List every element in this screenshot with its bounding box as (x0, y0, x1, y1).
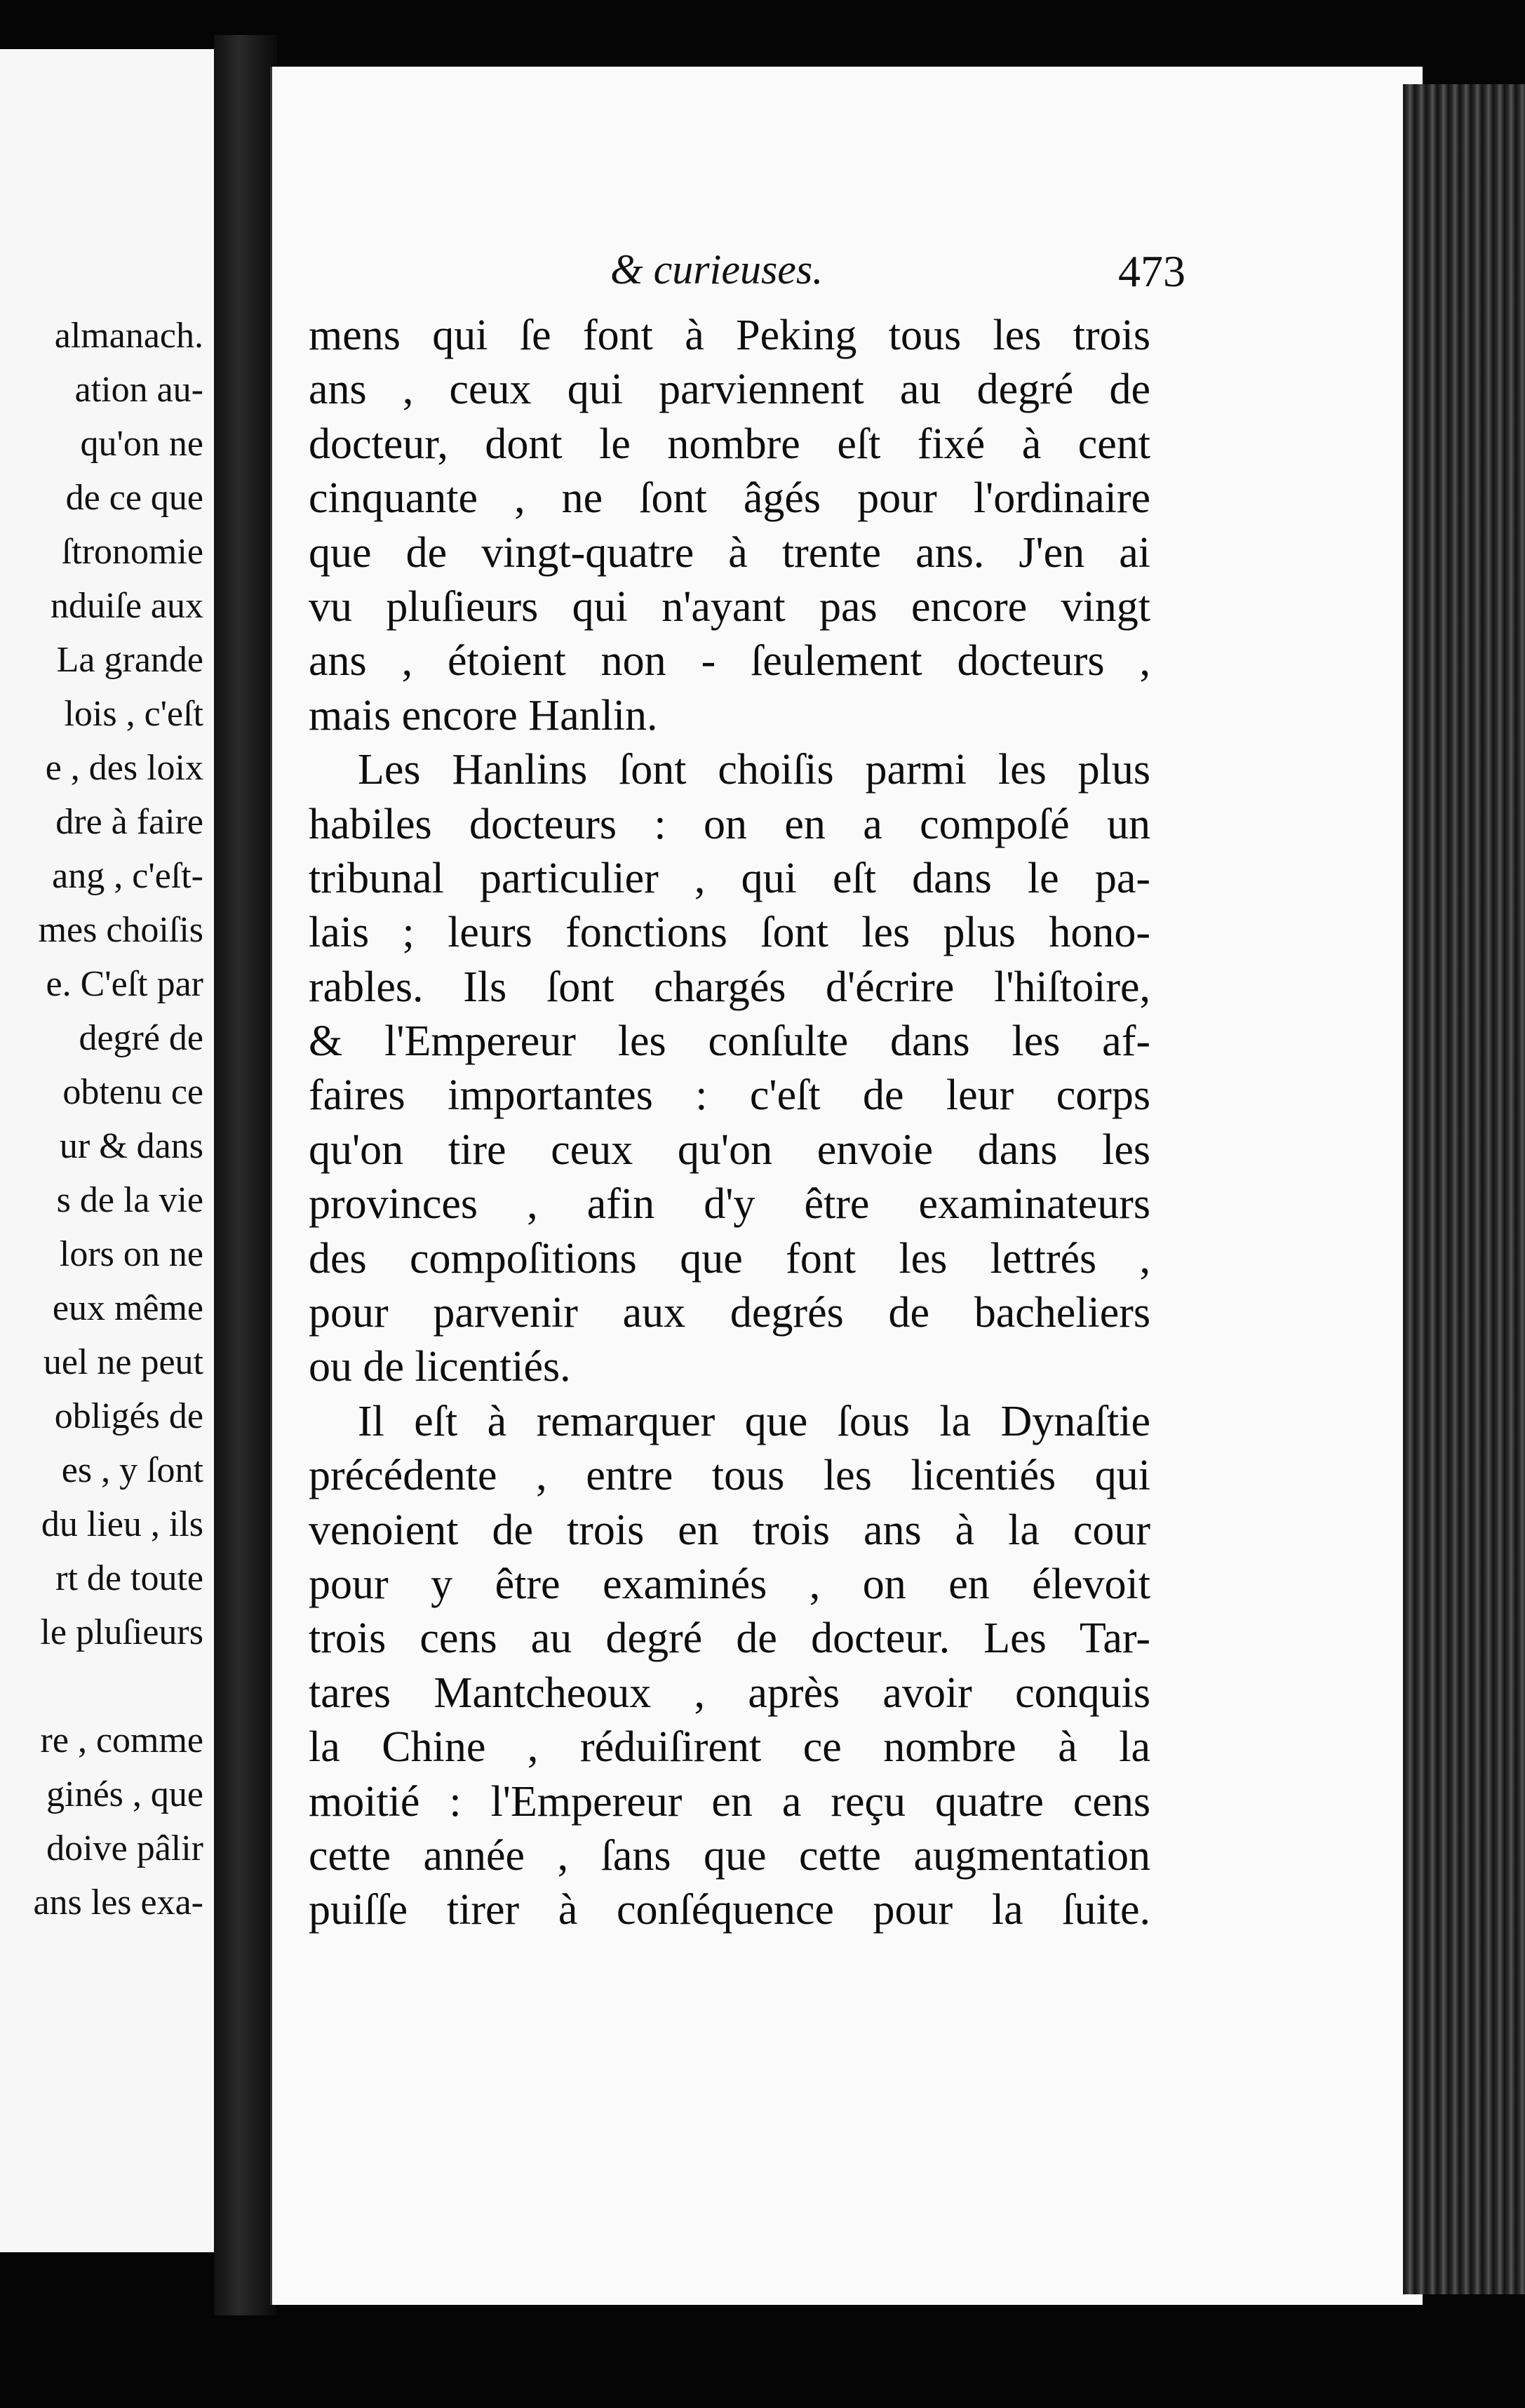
text-line: la Chine , réduiſirent ce nombre à la (309, 1723, 1150, 1772)
text-line: pour y être examinés , on en élevoit (309, 1560, 1150, 1608)
left-page-line: re , comme (40, 1720, 203, 1760)
text-line: habiles docteurs : on en a compoſé un (309, 800, 1150, 848)
left-page-line (0, 1659, 203, 1713)
left-page-line: ans les exa- (33, 1882, 203, 1922)
left-page-line: La grande (56, 640, 203, 680)
text-line: qu'on tire ceux qu'on envoie dans les (309, 1125, 1150, 1174)
text-line: venoient de trois en trois ans à la cour (309, 1506, 1150, 1554)
text-line: faires importantes : c'eſt de leur corps (309, 1071, 1150, 1120)
left-page-line: lois , c'eſt (64, 694, 203, 734)
text-line: des compoſitions que font les lettrés , (309, 1234, 1150, 1283)
left-page-line: uel ne peut (43, 1342, 203, 1382)
left-page-line: du lieu , ils (41, 1504, 203, 1544)
left-facing-page (0, 49, 218, 2252)
left-page-line: e , des loix (45, 748, 203, 788)
body-text (309, 309, 1150, 1938)
text-line: trois cens au degré de docteur. Les Tar- (309, 1614, 1150, 1663)
text-line: Les Hanlins ſont choiſis parmi les plus (358, 746, 1150, 794)
text-line: tares Mantcheoux , après avoir conquis (309, 1668, 1150, 1717)
text-line: lais ; leurs fonctions ſont les plus hono- (309, 909, 1150, 957)
left-page-line: de ce que (65, 478, 203, 518)
left-page-line: le pluſieurs (40, 1612, 203, 1652)
left-page-line: eux même (52, 1288, 203, 1328)
left-page-line: obligés de (54, 1396, 203, 1436)
left-page-line: degré de (79, 1018, 203, 1058)
text-line: mais encore Hanlin. (309, 691, 658, 740)
left-page-line: s de la vie (56, 1180, 203, 1220)
text-line: que de vingt-quatre à trente ans. J'en ai (309, 528, 1150, 577)
left-page-line: lors on ne (59, 1234, 203, 1274)
running-head-title: & curieuses. (610, 246, 824, 293)
left-page-line: doive pâlir (46, 1828, 203, 1868)
running-head (610, 246, 1185, 309)
book-gutter (214, 35, 277, 2315)
page-edges (1403, 84, 1525, 2294)
text-line: moitié : l'Empereur en a reçu quatre cens (309, 1777, 1150, 1826)
left-page-line: ation au- (74, 370, 203, 410)
text-line: vu pluſieurs qui n'ayant pas encore vingt (309, 582, 1150, 631)
text-line: précédente , entre tous les licentiés qui (309, 1452, 1150, 1500)
left-page-line: qu'on ne (80, 424, 203, 464)
text-line: pour parvenir aux degrés de bacheliers (309, 1289, 1150, 1337)
text-line: tribunal particulier , qui eſt dans le pa- (309, 854, 1150, 902)
left-page-line: es , y ſont (61, 1450, 203, 1490)
text-line: ans , ceux qui parviennent au degré de (309, 366, 1150, 414)
left-page-line: ur & dans (59, 1126, 203, 1166)
text-line: mens qui ſe font à Peking tous les trois (309, 312, 1150, 359)
text-line: provinces , afin d'y être examinateurs (309, 1180, 1150, 1229)
left-page-line: dre à faire (55, 802, 203, 842)
left-page-line: obtenu ce (62, 1072, 203, 1112)
left-page-line: ginés , que (46, 1774, 203, 1814)
left-page-line: e. C'eſt par (46, 964, 203, 1004)
left-page-line: almanach. (54, 316, 203, 356)
text-line: puiſſe tirer à conſéquence pour la ſuite. (309, 1886, 1150, 1934)
text-line: ou de licentiés. (309, 1343, 571, 1391)
text-line: ans , étoient non - ſeulement docteurs , (309, 637, 1150, 685)
left-page-line: ang , c'eſt- (52, 856, 203, 896)
text-line: cette année , ſans que cette augmentation (309, 1831, 1150, 1880)
left-page-text (0, 309, 203, 1929)
left-page-line: mes choiſis (38, 910, 203, 950)
text-line: rables. Ils ſont chargés d'écrire l'hiſtoire, (309, 963, 1150, 1011)
left-page-line: ſtronomie (61, 532, 203, 572)
text-line: Il eſt à remarquer que ſous la Dynaſtie (358, 1397, 1150, 1445)
text-line: docteur, dont le nombre eſt fixé à cent (309, 420, 1150, 468)
left-page-line: nduiſe aux (50, 586, 203, 626)
left-page-line: rt de toute (55, 1558, 203, 1598)
text-line: cinquante , ne ſont âgés pour l'ordinaire (309, 474, 1150, 523)
page-number: 473 (1118, 246, 1185, 296)
text-line: & l'Empereur les conſulte dans les af- (309, 1017, 1150, 1066)
